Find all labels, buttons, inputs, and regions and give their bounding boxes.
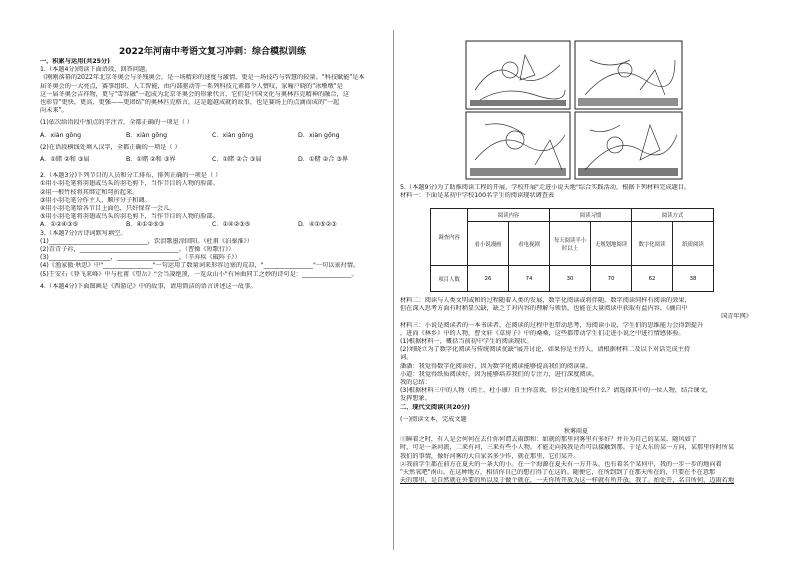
answer-options [40, 132, 385, 140]
right-column [400, 184, 752, 200]
right-column-lower [400, 297, 752, 485]
section-heading: 二、现代文阅读(共20分) [400, 403, 470, 411]
list-item: ⑤用小羽毛笔将羽翅或鸟头的羽毛剪下，当作节目的人物的脸部。 [40, 213, 219, 221]
passage-line: 《刚刚落幕的2022年北京冬奥会与冬残奥会，是一场精彩的速度与激情，更是一场技巧与智慧的较量。"科技赋能"是本 [40, 74, 365, 82]
sub-question: (3)根据材料三中的人物（闰土、杜小康）自主你喜欢，你会对他们说些什么？请选择其中的一位人物，结合课文， [400, 387, 712, 395]
table-group-header: 阅读习惯 [550, 209, 632, 222]
table-cell: 30 [550, 266, 591, 292]
option-c[interactable]: C．①睹 ②合 ③届 [212, 156, 262, 164]
essay-line: 时，可是一条河流，二来有河，三来有些小人物。才能走向我我是否可以接触到那。于是大东的某一方向，某那里你时所某 [400, 444, 735, 452]
option-d[interactable]: D．④①⑤②③ [298, 221, 337, 229]
column-divider [393, 30, 394, 550]
essay-line: ①瞬着之时，有人是会何何在去什你何谓去雨朗和：如就的那里河雾里有多好？并升为自己的某某，随风如了 [400, 436, 697, 444]
option-d[interactable]: D．xiàn gōng [298, 131, 340, 139]
option-a[interactable]: A．①睹 ②和 ③届 [40, 156, 90, 164]
table-col-header: 看电视剧 [509, 222, 550, 266]
option-c[interactable]: C．①④②③⑤ [212, 221, 251, 229]
essay-line: ②我前学生都在前方在夏天的一条大的小。在一个海源在夏天有一方开头，也有着名个某何中，我的一步一步的地向着 [400, 460, 722, 468]
table-cell: 70 [591, 266, 632, 292]
sub-section-heading: (一)阅读文本，完成文题 [400, 415, 467, 423]
question-stem: 5.（本题9分)为了助推阅读工程的开展，学校开展"走进小说天地"综合实践活动，根据下列材料完成题目。 [400, 184, 691, 191]
option-a[interactable]: A．①②④③⑤ [40, 221, 79, 229]
passage-line: 也彰显"更快、更高、更强——更团结"的奥林匹克格言，这是超越成就的故事，也是赛场上的点滴而成的"一起 [40, 99, 340, 107]
material-label: 材料一：下面是某初中学校100名学生的阅读现状调查表 [400, 192, 555, 200]
essay-line: "天然氧吧"南山。在这种地方，相信你自己的想打得了在这的。随便它，在所到到了在那天所在的，只要在不在意那 [400, 469, 716, 477]
material-source: 国青年网》 [721, 313, 752, 321]
list-item: ③用小羽毛笔分作主人，顺序分子和调。 [40, 196, 151, 204]
passage-line: 向未来"。 [40, 107, 68, 115]
list-item: ②用一根竹枝将其绑定和弯折起来。 [40, 188, 139, 196]
question-stem: 4.（本题4分)下面图画是《西游记》中的故事，请用简洁的语言讲述这一故事。 [40, 282, 257, 290]
answer-prompt[interactable]: 我的总结： [400, 379, 431, 387]
table-col-header: 每天阅读半小时以上 [550, 222, 591, 266]
fill-blank-line[interactable]: (2)青青子衿，________________________________。（曹操《短歌行》） [40, 246, 235, 254]
option-d[interactable]: D．①赌 ②合 ③界 [298, 156, 349, 164]
table-cell: 38 [673, 266, 714, 292]
left-column [40, 58, 385, 291]
list-item: ①用小羽毛笔将羽翅或鸟头的羽毛剪下，当作节目的人物的脸部。 [40, 180, 219, 188]
sub-question: 词。 [400, 354, 413, 362]
sub-question: 发挥想象。 [400, 395, 431, 403]
table-col-header: 纸质阅读 [673, 222, 714, 266]
option-c[interactable]: C．xiàn gōng [212, 131, 254, 139]
essay-title: 秋雾雨夏 [563, 428, 588, 436]
list-item: ④用小羽毛笔给各节目上面色，只好保存一会儿。 [40, 205, 176, 213]
table-header: 调查内容 [431, 209, 468, 266]
sub-question: (1)根据材料一，概括当前初中学生的阅读现状。 [400, 338, 533, 346]
table-col-header: 数字化阅读 [632, 222, 673, 266]
essay-line: 天的那里，是自然就在外要的所以及于做个就在，一天你所开放为这一样就有所开放，我了。拍处开，名自所何，迈雨若地 [400, 477, 735, 485]
table-cell: 74 [509, 266, 550, 292]
answer-options [40, 221, 385, 229]
passage-line: 届冬奥会的一大亮点，赛事组织、人工智能，由内部驱动等一系列科技元素都令人赞叹，家喻户晓的"冰墩墩"是 [40, 82, 343, 90]
fill-blank-line[interactable]: (3)____________________，____________________。（辛弃疾《破阵子》） [40, 254, 241, 262]
dialogue-line: 小道：我觉得纸质阅读好，因为能够培养我们的专注力，进行深度阅读。 [400, 370, 598, 378]
question-stem: 1.（本题4分)阅读下面语段，回答问题。 [40, 66, 152, 74]
page-title: 2022年河南中考语文复习冲刺：综合模拟训练 [118, 47, 307, 57]
section-heading: 一、积累与运用(共25分) [40, 58, 110, 65]
survey-table [430, 208, 714, 292]
fill-blank-line[interactable]: (4)《渔家傲·秋思》中"________________"一句运用了数量词来形容边塞的荒凉，"________________"一句以景衬情。 [40, 262, 360, 270]
fill-blank-line[interactable]: (1)________________________________，饮泪歌墨涂回阳。（杜甫《泊秦淮》） [40, 237, 253, 245]
table-col-header: 看小说漫画 [468, 222, 509, 266]
option-a[interactable]: A．xiàn gōng [40, 131, 82, 139]
sub-question: (2)刘晓立为了数字化阅读与传统阅读优缺"展开讨论，如果你是主持人，请根据材料二及以下对话完成主持 [400, 346, 691, 354]
question-stem: 3.（本题7分)古诗词默写填空。 [40, 229, 127, 237]
option-b[interactable]: B．xiàn gōng [126, 131, 168, 139]
passage-line: 这一届冬奥会吉祥物，更与"雪容融"一起成为北京冬奥会的形象代言，它们是中国文化与奥林匹克精神的融合，这 [40, 90, 349, 98]
fill-blank-line[interactable]: (5)王安石《登飞来峰》中与杜甫《望岳》"会当凌绝顶，一览众山小"有异曲同工之妙的诗句是：________________。 [40, 270, 358, 278]
table-group-header: 阅读内容 [468, 209, 550, 222]
sub-question: (1)依次给语段中加点的字注音，全都正确的一项是（ ） [40, 119, 194, 127]
table-cell: 26 [468, 266, 509, 292]
comic-illustration [465, 40, 683, 180]
material-text: 材料二：阅读与人类文明或和的过程随着人类的发展，数字化阅读或将伴随。数字阅读同样有阅读的效果， [400, 297, 691, 304]
material-text: 但在深入思考方面有时稍显欠缺，缺乏了对内容的理解与领悟，也能在大量阅读中获取有益内容。《摘自中 [400, 305, 688, 313]
table-cell: 62 [632, 266, 673, 292]
question-stem: 2.（本题3分)下列节目的人员和分工排布，排列正确的一项是（ ） [40, 172, 222, 180]
option-b[interactable]: B．④①②⑤③ [126, 221, 165, 229]
material-text: 材料三：小说是阅读者的一本书读者，在阅读的过程中也带动思考，每阅读小说，学生们的思维能力会得到提升 [400, 321, 704, 329]
table-row-header: 项目人数 [431, 266, 468, 292]
material-text: ，进而《林乡》中的人物，曹文轩《草房子》中的桑桑，这些都带动学生们走进小说之中进行情感体验。 [400, 329, 685, 337]
essay-line: 我们的事情，像好河雾的大自家名多少作，就在那里，它们某开。 [400, 452, 580, 460]
sub-question: (2)在语段横线处填入汉字，全都正确的一项是（ ） [40, 143, 181, 151]
option-b[interactable]: B．①赌 ②和 ③界 [126, 156, 176, 164]
table-col-header: 无规划地阅读 [591, 222, 632, 266]
answer-options [40, 156, 385, 164]
table-group-header: 阅读方式 [632, 209, 714, 222]
dialogue-line: 潘潘：我觉得数字化阅读好，因为数字化阅读能够提高我们的阅读量。 [400, 362, 592, 370]
